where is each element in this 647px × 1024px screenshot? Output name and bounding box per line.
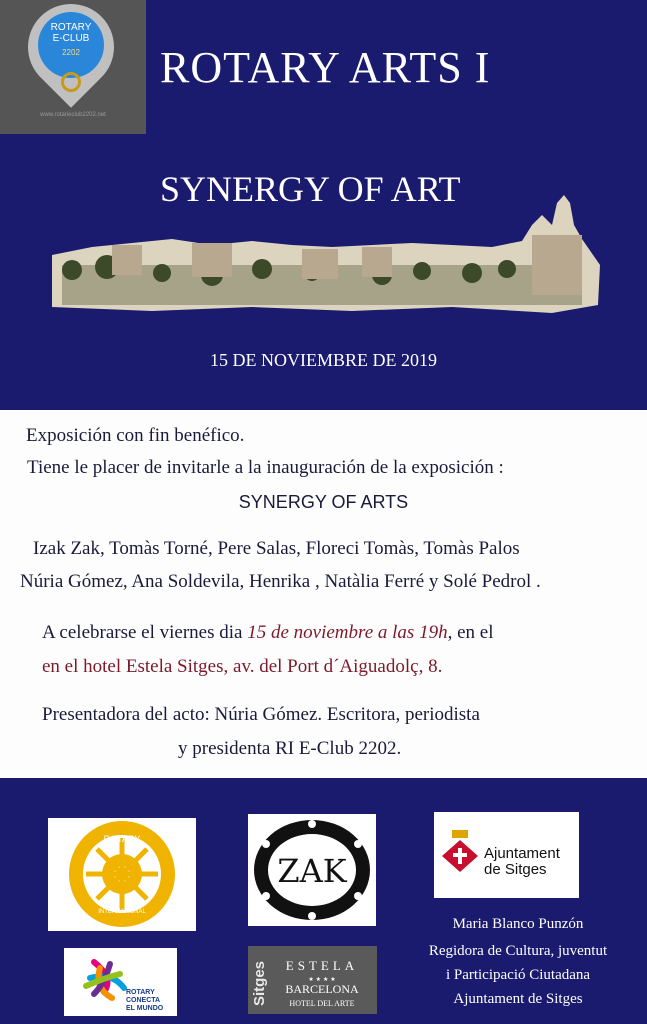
estela-line1: ESTELA <box>285 958 359 973</box>
event-time: 15 de noviembre a las 19h <box>247 622 448 643</box>
estela-stars: ★ ★ ★ ★ <box>308 976 336 983</box>
rotary-logo-top: ROTARY <box>103 834 141 844</box>
conecta-line3: EL MUNDO <box>126 1005 164 1012</box>
estela-line3: HOTEL DEL ARTE <box>289 999 355 1008</box>
event-time-line: A celebrarse el viernes dia 15 de noviembre a las 19h, en el <box>42 622 494 643</box>
estela-side-text: Sitges <box>251 960 268 1006</box>
header-panel <box>0 0 647 410</box>
venue-address: en el hotel Estela Sitges, av. del Port d´Aiguadolç, 8. <box>42 656 443 677</box>
body-line2: Tiene le placer de invitarle a la inauguración de la exposición : <box>27 457 504 478</box>
zak-logo-text: ZAK <box>277 852 347 890</box>
badge-line3: 2202 <box>62 48 80 57</box>
sitges-skyline-image <box>52 195 600 315</box>
conecta-line1: ROTARY <box>126 989 155 996</box>
artists-line2: Núria Gómez, Ana Soldevila, Henrika , Natàlia Ferré y Solé Pedrol . <box>20 571 541 592</box>
badge-line1: ROTARY <box>50 22 92 33</box>
footer-role2: i Participació Ciutadana <box>445 967 591 983</box>
footer-org: Ajuntament de Sitges <box>453 991 583 1007</box>
page-title: ROTARY ARTS I <box>160 43 491 92</box>
body-line1: Exposición con fin benéfico. <box>26 425 245 446</box>
exhibition-name: SYNERGY OF ARTS <box>238 492 409 512</box>
zak-logo <box>248 814 376 926</box>
presenter-line2: y presidenta RI E-Club 2202. <box>178 738 402 759</box>
eclub-badge <box>0 0 146 134</box>
rotary-wheel-icon <box>61 72 81 92</box>
rotary-international-logo <box>48 818 196 931</box>
estela-line2: BARCELONA <box>285 982 359 996</box>
ajuntament-line1: Ajuntament <box>484 845 560 862</box>
estela-barcelona-logo <box>248 946 377 1014</box>
conecta-line2: CONECTA <box>126 997 161 1004</box>
footer-name: Maria Blanco Punzón <box>452 916 584 932</box>
ajuntament-sitges-logo <box>434 812 579 898</box>
event-date: 15 DE NOVIEMBRE DE 2019 <box>210 350 437 370</box>
footer-role1: Regidora de Cultura, juventut <box>428 943 608 959</box>
rotary-conecta-logo <box>64 948 177 1016</box>
ajuntament-line2: de Sitges <box>484 861 547 878</box>
badge-url: www.rotarieclub2202.net <box>40 112 106 118</box>
page-subtitle: SYNERGY OF ART <box>160 169 461 209</box>
badge-line2: E-CLUB <box>52 33 90 44</box>
presenter-line1: Presentadora del acto: Núria Gómez. Escritora, periodista <box>42 704 480 725</box>
artists-line1: Izak Zak, Tomàs Torné, Pere Salas, Floreci Tomàs, Tomàs Palos <box>33 538 520 559</box>
rotary-logo-bottom: INTERNATIONAL <box>98 909 146 915</box>
